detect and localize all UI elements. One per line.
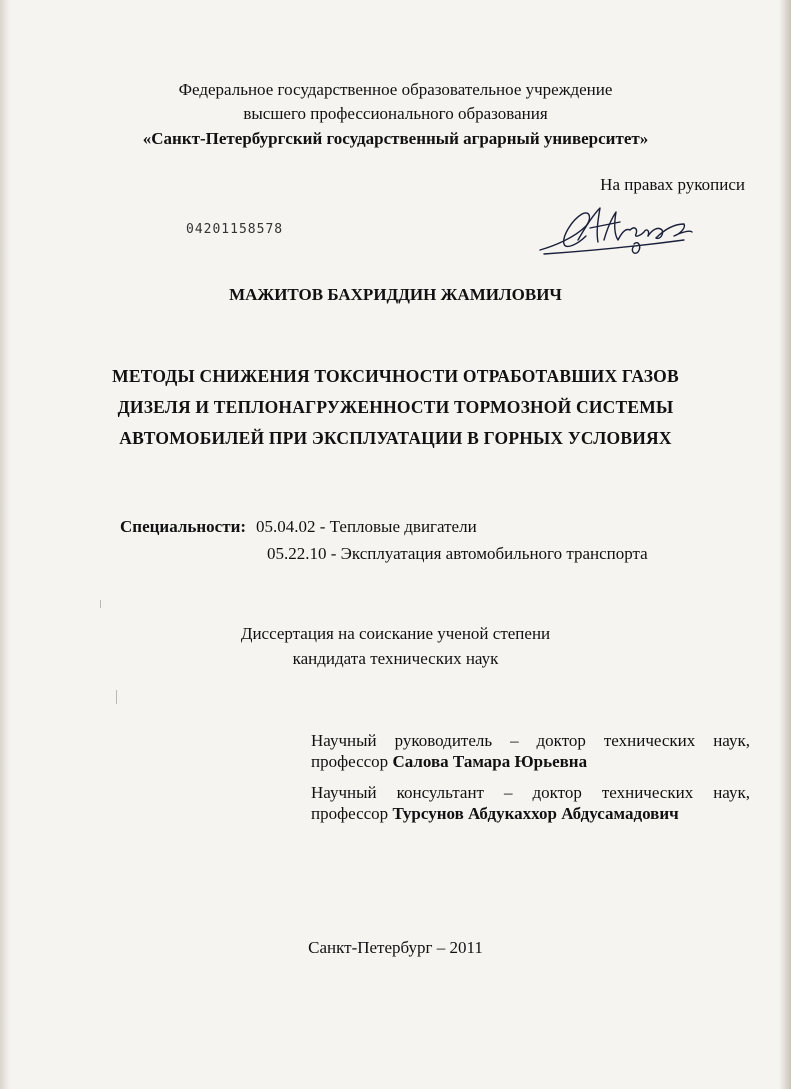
page-edge-shadow-right — [779, 0, 791, 1089]
degree-line-1: Диссертация на соискание ученой степени — [240, 624, 551, 643]
specialties-label: Специальности: — [120, 517, 247, 536]
scan-mark — [100, 600, 101, 608]
page-edge-shadow-left — [0, 0, 10, 1089]
institution-line-1: Федеральное государственное образовательное учреждение — [178, 80, 613, 99]
degree-line-2: кандидата технических наук — [292, 649, 499, 668]
city-year: Санкт-Петербург – 2011 — [308, 938, 483, 957]
consultant-title: профессор — [311, 804, 389, 823]
specialty-item: 05.22.10 - Эксплуатация автомобильного транспорта — [267, 544, 648, 563]
scientific-supervisor-role: Научный руководитель – доктор технических наук, — [311, 731, 750, 750]
supervisor-name: Салова Тамара Юрьевна — [392, 752, 588, 771]
dissertation-title-line-1: МЕТОДЫ СНИЖЕНИЯ ТОКСИЧНОСТИ ОТРАБОТАВШИХ ГАЗОВ — [112, 366, 679, 386]
scan-mark — [116, 690, 117, 704]
document-number: 04201158578 — [186, 222, 284, 237]
scientific-supervisor — [311, 751, 750, 772]
scientific-consultant — [311, 803, 750, 824]
manuscript-rights-note: На правах рукописи — [600, 175, 745, 194]
signature-image — [534, 200, 694, 258]
institution-name: «Санкт-Петербургский государственный аграрный университет» — [142, 129, 649, 148]
institution-line-2: высшего профессионального образования — [243, 104, 548, 123]
consultant-name: Турсунов Абдукаххор Абдусамадович — [392, 804, 679, 823]
specialty-item: 05.04.02 - Тепловые двигатели — [256, 517, 477, 536]
author-name: МАЖИТОВ БАХРИДДИН ЖАМИЛОВИЧ — [229, 285, 562, 304]
dissertation-title-line-3: АВТОМОБИЛЕЙ ПРИ ЭКСПЛУАТАЦИИ В ГОРНЫХ УСЛОВИЯХ — [119, 428, 672, 448]
supervisor-title: профессор — [311, 752, 389, 771]
dissertation-title-line-2: ДИЗЕЛЯ И ТЕПЛОНАГРУЖЕННОСТИ ТОРМОЗНОЙ СИСТЕМЫ — [117, 397, 674, 417]
scientific-consultant-role: Научный консультант – доктор технических наук, — [311, 783, 750, 802]
